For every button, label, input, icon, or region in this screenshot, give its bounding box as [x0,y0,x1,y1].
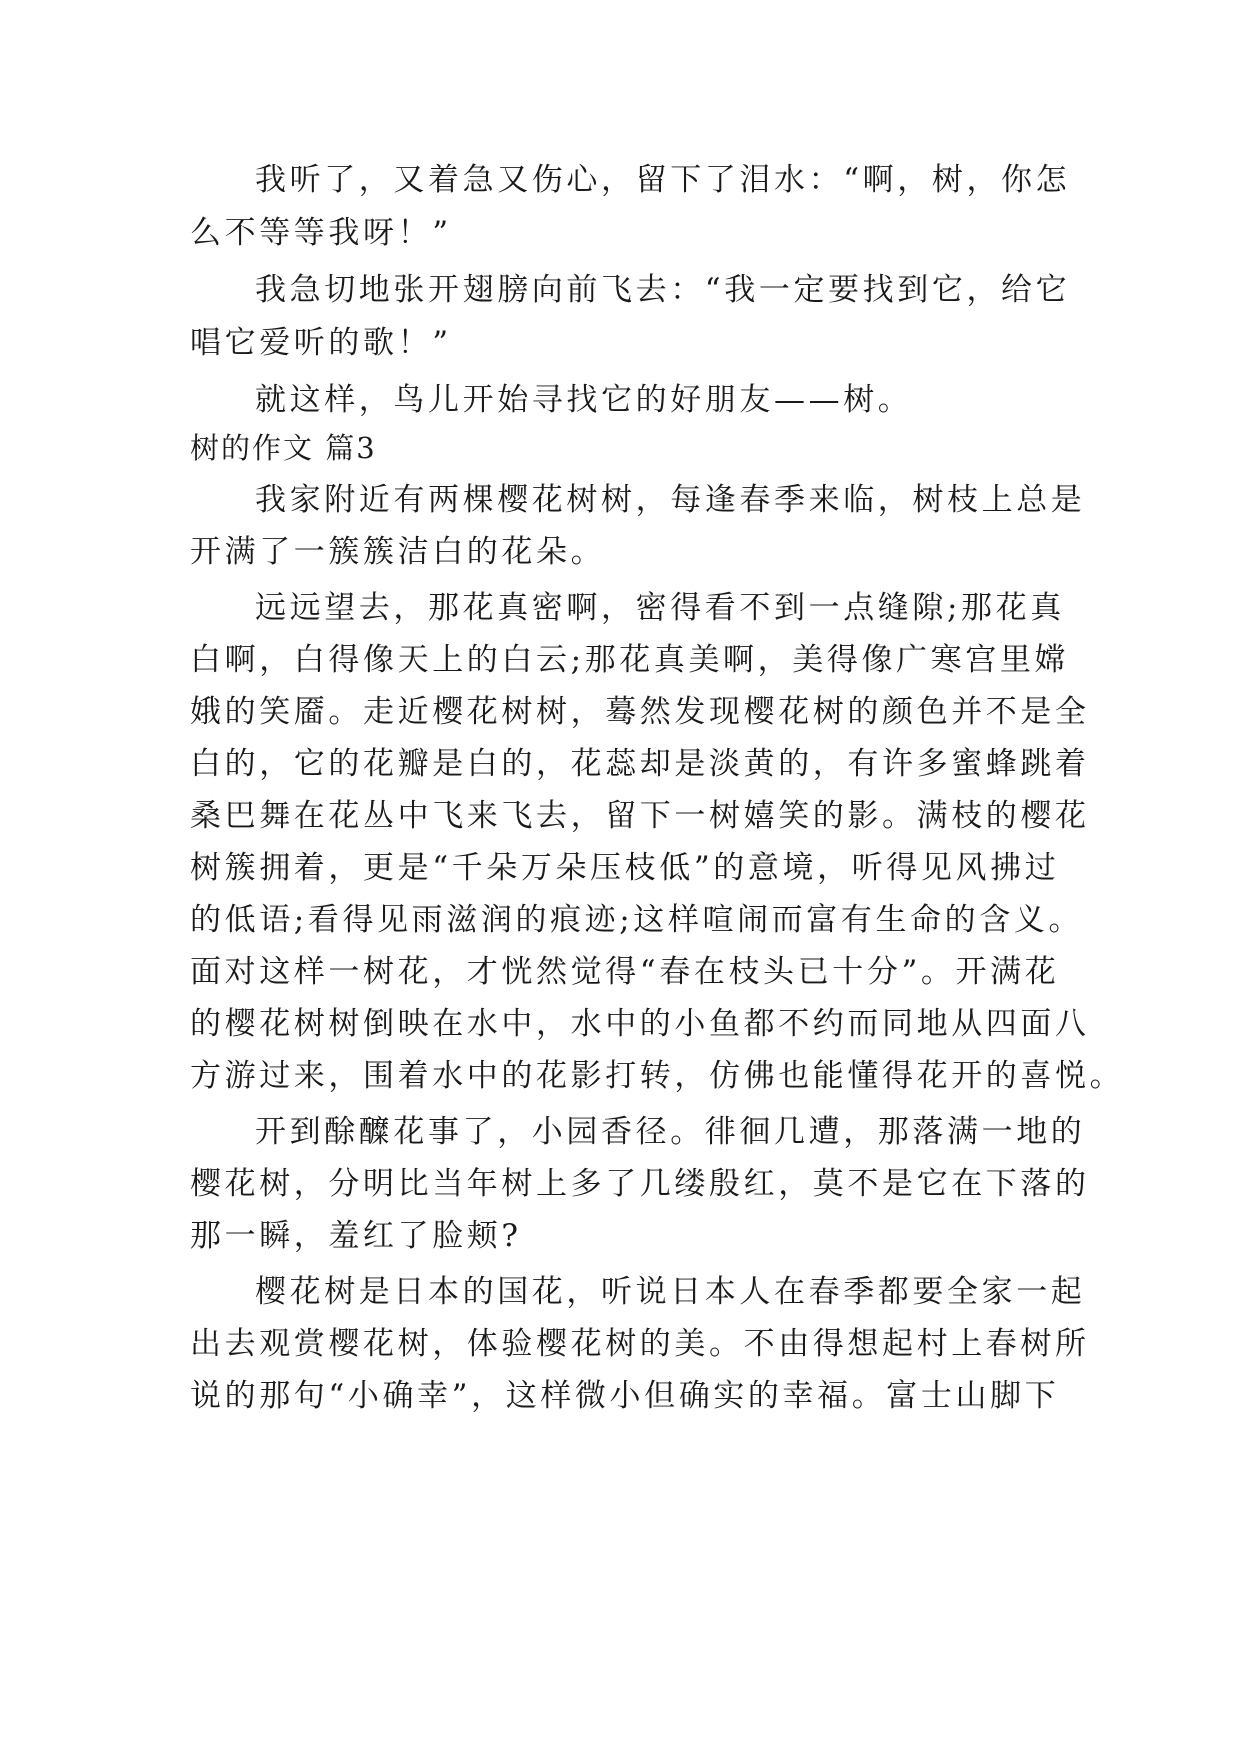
text-line: 白啊，白得像天上的白云;那花真美啊，美得像广寒宫里嫦 [190,642,1070,678]
text-line: 面对这样一树花，才恍然觉得“春在枝头已十分”。开满花 [190,954,1060,990]
text-line: 的低语;看得见雨滋润的痕迹;这样喧闹而富有生命的含义。 [190,902,1084,938]
text-line: 说的那句“小确幸”，这样微小但确实的幸福。富士山脚下 [190,1378,1060,1414]
text-line: 桑巴舞在花丛中飞来飞去，留下一树嬉笑的影。满枝的樱花 [190,798,1090,834]
text-line: 樱花树，分明比当年树上多了几缕殷红，莫不是它在下落的 [190,1166,1090,1202]
text-line: 么不等等我呀！” [190,215,452,251]
text-line: 开到酴醾花事了，小园香径。徘徊几遭，那落满一地的 [255,1114,1086,1150]
text-line: 白的，它的花瓣是白的，花蕊却是淡黄的，有许多蜜蜂跳着 [190,746,1090,782]
text-line: 远远望去，那花真密啊，密得看不到一点缝隙;那花真 [255,590,1065,626]
text-line: 那一瞬，羞红了脸颊? [190,1218,522,1254]
text-line: 的樱花树树倒映在水中，水中的小鱼都不约而同地从四面八 [190,1006,1090,1042]
text-line: 方游过来，围着水中的花影打转，仿佛也能懂得花开的喜悦。 [190,1058,1125,1094]
text-line: 出去观赏樱花树，体验樱花树的美。不由得想起村上春树所 [190,1326,1090,1362]
text-line: 我急切地张开翅膀向前飞去：“我一定要找到它，给它 [255,272,1071,308]
text-line: 我家附近有两棵樱花树树，每逢春季来临，树枝上总是 [255,482,1086,518]
text-line: 就这样，鸟儿开始寻找它的好朋友——树。 [255,382,913,418]
text-line: 唱它爱听的歌！” [190,325,452,361]
text-line: 樱花树是日本的国花，听说日本人在春季都要全家一起 [255,1274,1086,1310]
text-line: 树簇拥着，更是“千朵万朵压枝低”的意境，听得见风拂过 [190,850,1060,886]
text-line: 我听了，又着急又伤心，留下了泪水：“啊，树，你怎 [255,162,1071,198]
text-line: 开满了一簇簇洁白的花朵。 [190,534,606,570]
section-heading: 树的作文 篇3 [190,431,377,465]
text-line: 娥的笑靥。走近樱花树树，蓦然发现樱花树的颜色并不是全 [190,694,1090,730]
